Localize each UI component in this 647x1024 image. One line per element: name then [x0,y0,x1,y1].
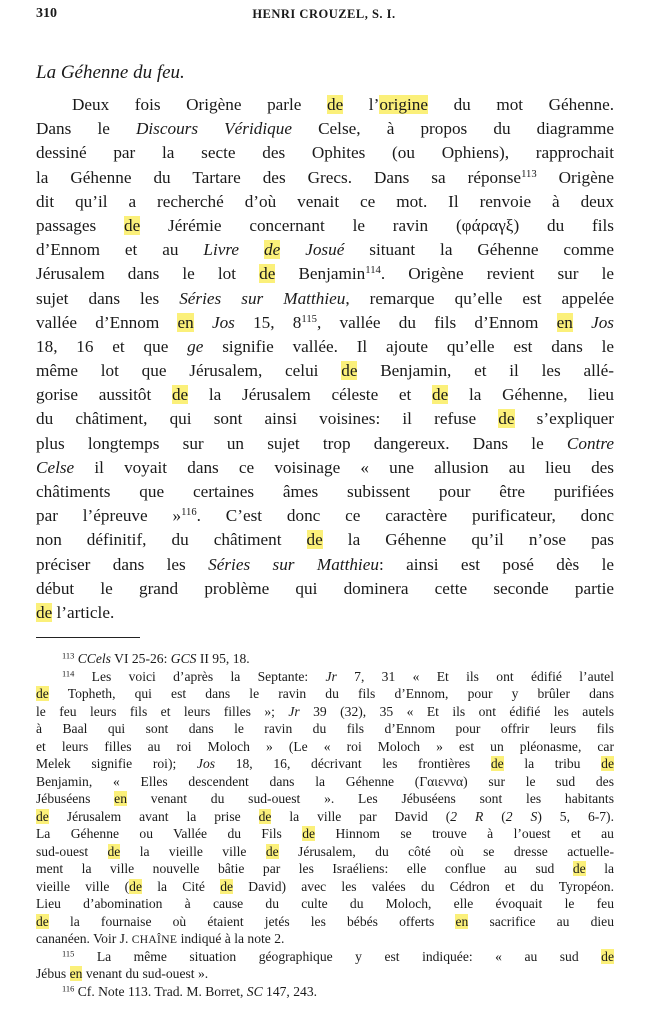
body-line: Celse il voyait dans ce voisinage « une allusion au lieu des [36,457,614,477]
footnote-line: vieille ville (de la Cité de David) avec les valées du Cédron et du Tyropéon. [36,878,614,894]
footnote-line: de Topheth, qui est dans le ravin du fils d’Ennom, pour y brûler dans [36,686,614,701]
footnote-line: La Géhenne ou Vallée du Fils de Hinnom se trouve à l’ouest et au [36,826,614,841]
footnotes [36,650,614,1000]
body-line: Deux fois Origène parle de l’origine du mot Géhenne. [72,95,614,114]
footnote-line: Jébus en venant du sud-ouest ». [36,966,209,981]
body-line: vallée d’Ennom en Jos 15, $8^{115}$, vallée du fils d’Ennom en Jos [36,312,614,332]
footnote-line: et leurs filles au roi Moloch » (Le « roi Moloch » est un pléonasme, car [36,738,614,754]
body-line: gorise aussitôt de la Jérusalem céleste et de la Géhenne, lieu [36,385,614,405]
page-header [36,6,612,28]
body-line: passages de Jérémie concernant le ravin (φάραγξ) du fils [36,215,614,235]
body-line: Dans le Discours Véridique Celse, à propos du diagramme [36,119,614,139]
footnote-113: $^{113}$ CCels VI 25-26: GCS II 95, 18. [62,650,250,666]
footnote-line: à Baal qui sont dans le ravin du fils d’Ennom pour offrir leurs fils [36,721,614,736]
body-line-last: de l’article. [36,602,115,622]
body-line: non définitif, du châtiment de la Géhenne qu’il n’ose pas [36,530,614,550]
footnote-line: de Jérusalem avant la prise de la ville par David (2 R (2 S) 5, 6-7). [36,808,614,824]
body-line: du châtiment, qui sont ainsi voisines: il refuse de s’expliquer [36,409,614,429]
body-line: sujet dans les Séries sur Matthieu, remarque qu’elle est appelée [36,288,614,308]
body-line: début le grand problème qui dominera cette seconde partie [36,578,614,598]
body-line: 18, 16 et que ge signifie vallée. Il ajoute qu’elle est dans le [36,336,614,356]
footnote-line: cananéen. Voir J. CHAÎNE indiqué à la note 2. [36,931,285,946]
footnote-line: Jébuséens en venant du sud-ouest ». Les Jébuséens sont les habitants [36,791,614,806]
footnote-116: $^{116}$ Cf. Note 113. Trad. M. Borret, SC 147, 243. [62,982,318,999]
body-line: châtiments que certaines âmes subissent pour être purifiées [36,482,614,501]
body-line: par l’épreuve »$^{116}$. C’est donc ce caractère purificateur, donc [36,506,614,526]
footnote-114: $^{114}$ Les voici d’après la Septante: Jr 7, 31 « Et ils ont édifié l’autel [62,667,614,684]
footnote-rule [36,637,140,638]
footnote-line: Lieu d’abomination à cause du culte du Moloch, elle évoquait le feu [36,896,614,911]
footnote-line: le feu leurs fils et leurs filles »; Jr 39 (32), 35 « Et ils ont édifié les autels [36,703,614,719]
body-text [36,93,614,625]
body-line: Jérusalem dans le lot de Benjamin$^{114}$. Origène revient sur le [36,264,614,284]
section-title: La Géhenne du feu. [36,62,185,83]
body-line: même lot que Jérusalem, celui de Benjamin, et il les allé- [36,361,614,381]
footnote-line: Benjamin, « Elles descendent dans la Géhenne (Γαιεννα) sur le sud des [36,773,614,789]
body-line: préciser dans les Séries sur Matthieu: ainsi est posé dès le [36,554,614,574]
page-number: 310 [36,6,57,21]
body-line: plus longtemps sur un sujet trop dangereux. Dans le Contre [36,433,614,453]
body-line: dit qu’il a recherché d’où venait ce mot. Il renvoie à deux [36,191,614,211]
body-line: dessiné par la secte des Ophites (ou Ophiens), rapprochait [36,143,614,163]
running-head: HENRI CROUZEL, S. I. [252,7,396,21]
footnote-line: Melek signifie roi); Jos 18, 16, décrivant les frontières de la tribu de [36,756,614,771]
footnote-line: ment la ville nouvelle bâtie par les Israéliens: elle conflue au sud de la [36,861,614,876]
body-line: d’Ennom et au Livre de Josué situant la Géhenne comme [36,240,614,260]
body-line: la Géhenne du Tartare des Grecs. Dans sa réponse$^{113}$ Origène [36,167,614,187]
footnote-line: de la fournaise où étaient jetés les bébés offerts en sacrifice au dieu [36,913,614,929]
footnote-115: $^{115}$ La même situation géographique y est indiquée: « au sud de [62,947,614,964]
footnote-line: sud-ouest de la vieille ville de Jérusalem, du côté où se dresse actuelle- [36,843,614,859]
